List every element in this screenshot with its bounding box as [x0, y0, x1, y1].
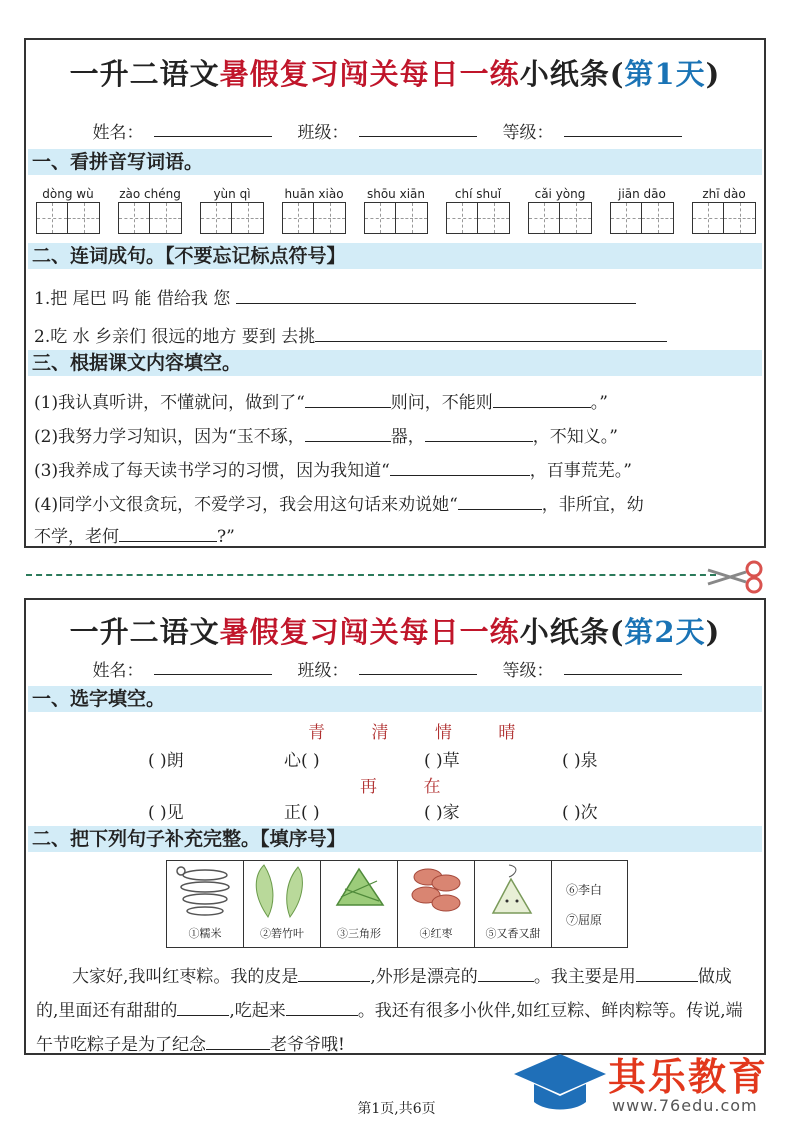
tianzi-box[interactable]	[232, 202, 264, 234]
pinyin-label: shōu xiān	[366, 187, 425, 201]
picture-caption: ④红枣	[419, 927, 453, 940]
tianzi-box[interactable]	[150, 202, 182, 234]
fill-4: (4)同学小文很贪玩，不爱学习，我会用这句话来劝说她“ ，非所宜，幼	[34, 495, 644, 515]
fill-2-blank-b[interactable]	[425, 425, 533, 442]
tianzi-box[interactable]	[200, 202, 232, 234]
fill-1: (1)我认真听讲，不懂就问，做到了“ 则问，不能则 。”	[34, 393, 608, 413]
sentence-2: 2.吃 水 乡亲们 很远的地方 要到 去挑	[34, 322, 667, 347]
day2-title: 一升二语文暑假复习闯关每日一练小纸条(第2天)	[69, 615, 721, 649]
day1-card	[24, 38, 766, 548]
pinyin-label: dòng wù	[42, 187, 94, 201]
pinyin-word	[446, 186, 510, 234]
page-footer: 第1页,共6页	[357, 1101, 436, 1117]
tianzi-box[interactable]	[314, 202, 346, 234]
pinyin-word	[200, 186, 264, 234]
name-blank[interactable]	[154, 656, 272, 675]
grade-blank[interactable]	[564, 656, 682, 675]
zongzi-paragraph: 大家好,我叫红枣粽。我的皮是 ,外形是漂亮的 。我主要是用 做成的,里面还有甜甜的 ,吃起来 。我还有很多小伙伴,如红豆粽、鲜肉粽等。传说,端午节吃粽子是为了纪念 老爷爷哦!	[36, 967, 743, 1055]
tianzi-box[interactable]	[528, 202, 560, 234]
pinyin-word	[610, 186, 674, 234]
grade-label: 等级：	[502, 123, 554, 143]
sentence-2-blank[interactable]	[315, 325, 667, 342]
fill-3: (3)我养成了每天读书学习的习惯，因为我知道“ ，百事荒芜。”	[34, 461, 632, 481]
class-label: 班级：	[297, 123, 349, 143]
tianzi-box[interactable]	[68, 202, 100, 234]
para-blank-3[interactable]	[636, 965, 698, 982]
choice-set-2: 再 在	[360, 777, 443, 797]
day1-title: 一升二语文暑假复习闯关每日一练小纸条(第1天)	[69, 57, 721, 91]
class-blank[interactable]	[359, 656, 477, 675]
picture-caption: ①糯米	[188, 927, 222, 940]
sticky-rice-icon	[167, 861, 243, 921]
tianzi-box[interactable]	[396, 202, 428, 234]
para-blank-6[interactable]	[206, 1033, 270, 1050]
picture-caption: ②箬竹叶	[260, 927, 304, 940]
para-blank-5[interactable]	[286, 999, 358, 1016]
fill-4-blank-a[interactable]	[458, 493, 542, 510]
pinyin-word	[692, 186, 756, 234]
class-blank[interactable]	[359, 118, 477, 137]
day1-section2-heading: 二、连词成句。【不要忘记标点符号】	[28, 243, 762, 269]
cut-line	[26, 574, 716, 576]
pinyin-label: cǎi yòng	[534, 187, 586, 201]
pinyin-label: zào chéng	[119, 187, 181, 201]
blank-item[interactable]: ( )次	[562, 803, 598, 823]
blank-item[interactable]: ( )朗	[148, 751, 184, 771]
grade-blank[interactable]	[564, 118, 682, 137]
fill-4-blank-b[interactable]	[119, 525, 217, 542]
tianzi-box[interactable]	[642, 202, 674, 234]
smiling-zongzi-icon	[475, 861, 551, 921]
fill-3-blank[interactable]	[390, 459, 530, 476]
para-blank-1[interactable]	[298, 965, 370, 982]
pinyin-label: chí shuǐ	[454, 187, 502, 201]
para-blank-4[interactable]	[177, 999, 229, 1016]
pinyin-word	[528, 186, 592, 234]
tianzi-box[interactable]	[446, 202, 478, 234]
tianzi-box[interactable]	[560, 202, 592, 234]
picture-leaves	[244, 861, 321, 947]
tianzi-box[interactable]	[610, 202, 642, 234]
tianzi-box[interactable]	[692, 202, 724, 234]
sentence-1: 1.把 尾巴 吗 能 借给我 您	[34, 284, 636, 309]
day2-info-row	[26, 656, 764, 681]
pinyin-label: huān xiào	[284, 187, 344, 201]
picture-triangle	[321, 861, 398, 947]
picture-caption: ⑥李白 ⑦屈原	[566, 883, 603, 927]
name-label: 姓名：	[92, 123, 144, 143]
grade-label: 等级：	[502, 661, 554, 681]
day1-info-row	[26, 118, 764, 143]
picture-options	[166, 860, 628, 948]
blank-item[interactable]: ( )草	[424, 751, 460, 771]
class-label: 班级：	[297, 661, 349, 681]
tianzi-box[interactable]	[118, 202, 150, 234]
fill-1-blank-b[interactable]	[493, 391, 591, 408]
picture-caption: ③三角形	[337, 927, 381, 940]
sentence-1-blank[interactable]	[236, 287, 636, 304]
tianzi-box[interactable]	[282, 202, 314, 234]
name-label: 姓名：	[92, 661, 144, 681]
fill-4-cont: 不学，老何 ?”	[34, 527, 235, 547]
pinyin-word	[118, 186, 182, 234]
scissors-icon	[706, 560, 766, 594]
picture-names	[552, 861, 627, 947]
leaf-icon	[244, 861, 320, 921]
picture-caption: ⑤又香又甜	[485, 927, 541, 940]
pinyin-word	[36, 186, 100, 234]
tianzi-box[interactable]	[724, 202, 756, 234]
brand-name: 其乐教育	[608, 1055, 769, 1099]
picture-sticky-rice	[167, 861, 244, 947]
pinyin-label: zhī dào	[702, 187, 746, 201]
tianzi-box[interactable]	[364, 202, 396, 234]
picture-tasty	[475, 861, 552, 947]
fill-1-blank-a[interactable]	[305, 391, 391, 408]
pinyin-label: yùn qì	[213, 187, 251, 201]
brand-url: www.76edu.com	[612, 1096, 758, 1115]
day1-section1-heading: 一、看拼音写词语。	[28, 149, 762, 175]
name-blank[interactable]	[154, 118, 272, 137]
zongzi-icon	[321, 861, 397, 921]
picture-red-dates	[398, 861, 475, 947]
fill-2-blank-a[interactable]	[305, 425, 391, 442]
tianzi-box[interactable]	[36, 202, 68, 234]
pinyin-grid	[36, 186, 756, 234]
blank-item[interactable]: ( )家	[424, 803, 460, 823]
blank-item[interactable]: ( )泉	[562, 751, 598, 771]
tianzi-box[interactable]	[478, 202, 510, 234]
para-blank-2[interactable]	[478, 965, 534, 982]
blank-item[interactable]: 正( )	[284, 803, 320, 823]
blank-item[interactable]: ( )见	[148, 803, 184, 823]
day1-section3-heading: 三、根据课文内容填空。	[28, 350, 762, 376]
red-date-icon	[398, 861, 474, 921]
pinyin-word	[282, 186, 346, 234]
pinyin-word	[364, 186, 428, 234]
fill-2: (2)我努力学习知识，因为“玉不琢， 器， ，不知义。”	[34, 427, 618, 447]
day2-section2-heading: 二、把下列句子补充完整。【填序号】	[28, 826, 762, 852]
choice-set-1: 青 清 情 晴	[308, 723, 518, 743]
pinyin-label: jiān dāo	[618, 187, 666, 201]
day2-section1-heading: 一、选字填空。	[28, 686, 762, 712]
day2-card	[24, 598, 766, 1055]
blank-item[interactable]: 心( )	[284, 751, 320, 771]
